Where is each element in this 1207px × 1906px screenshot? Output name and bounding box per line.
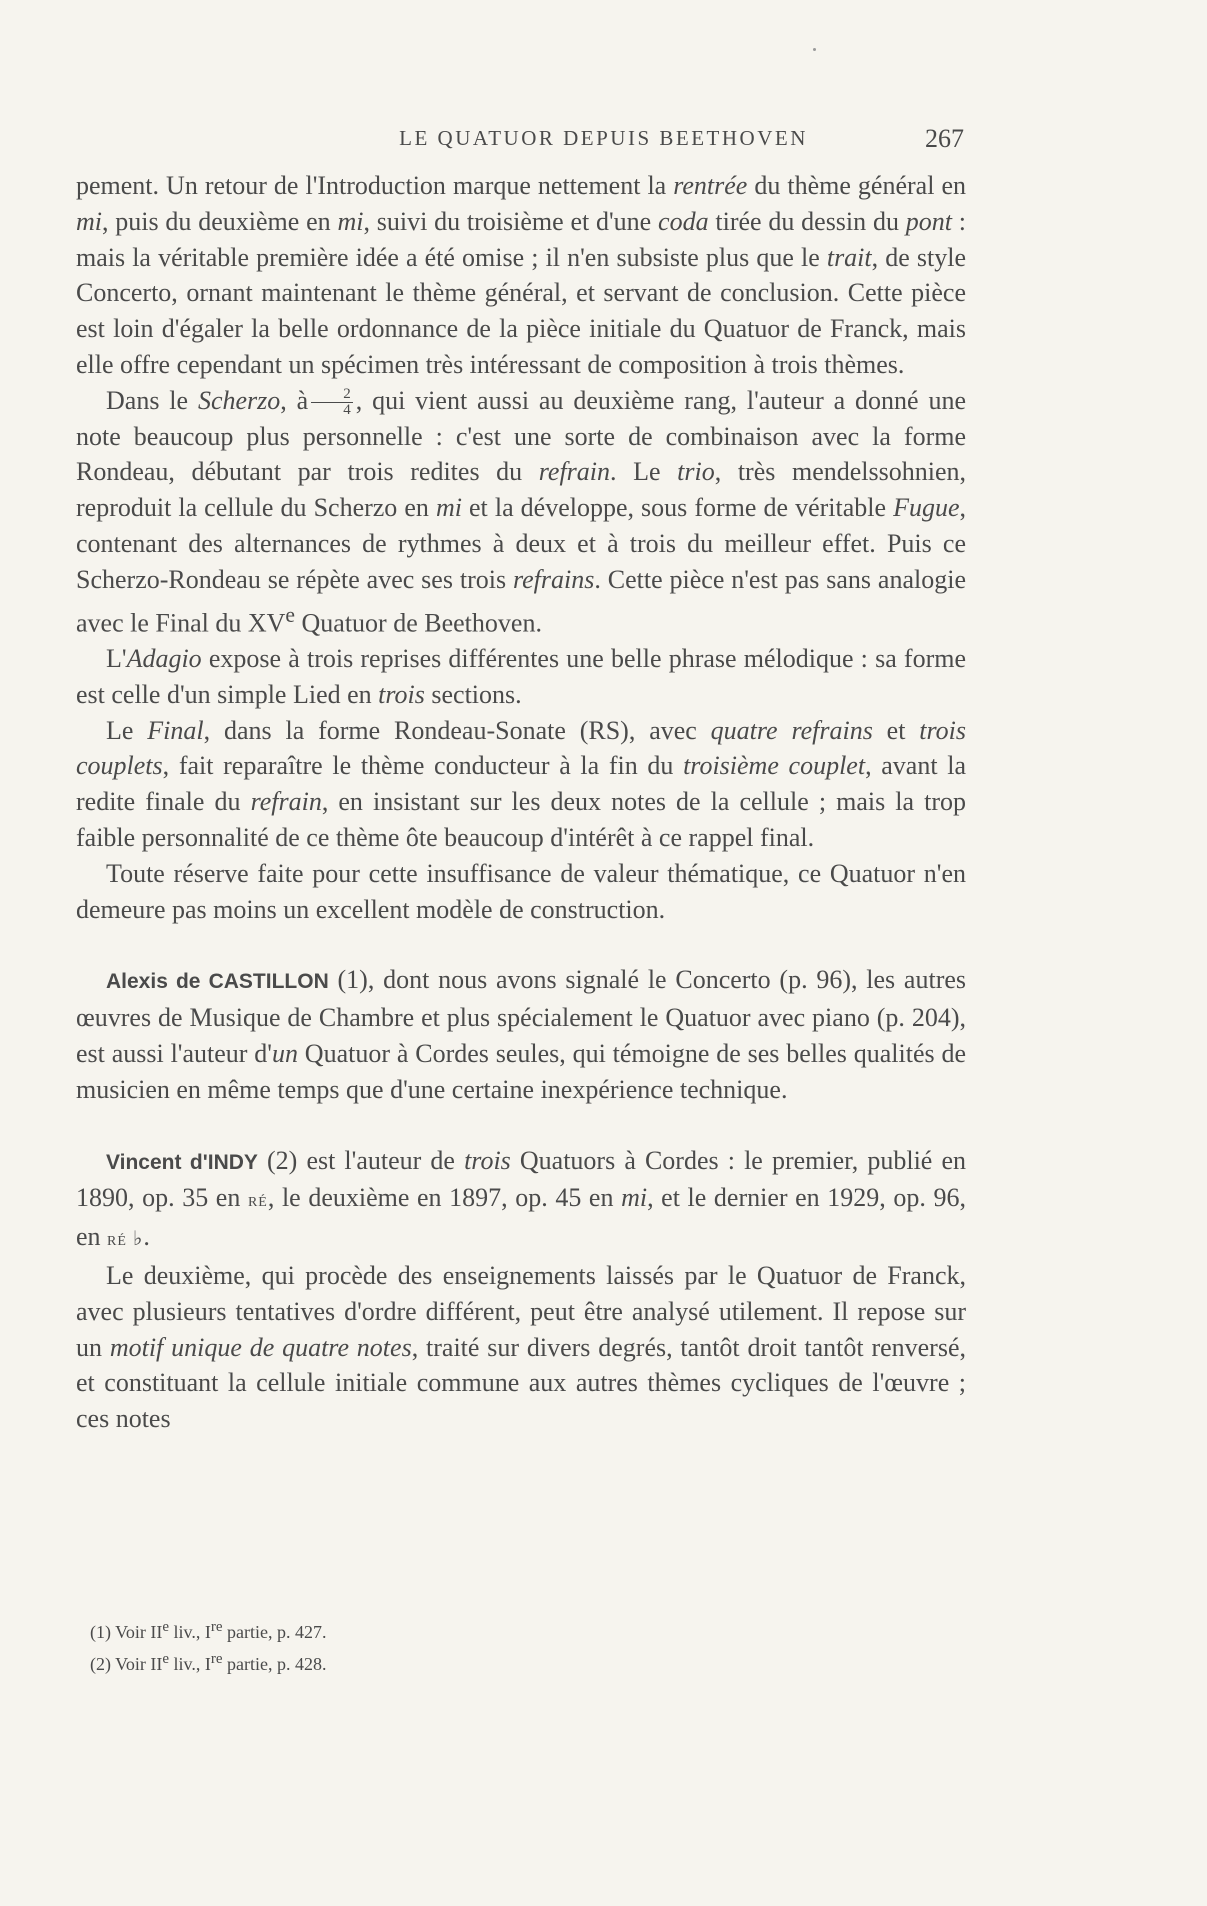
text: partie, p. 427. (222, 1622, 327, 1642)
text: Quatuor à Cordes seules, qui témoigne de ses belles qualités de musicien en même temps que d'une certaine inexpérience technique. (76, 1038, 966, 1104)
superscript: e (162, 1619, 169, 1635)
page-number: 267 (925, 124, 964, 153)
text: tirée du dessin du (708, 206, 906, 236)
text: L' (106, 644, 127, 674)
paragraph-5 (76, 856, 966, 928)
text: , à (280, 385, 309, 415)
italic-term: trois (464, 1145, 511, 1175)
italic-term: un (271, 1038, 298, 1068)
text: : mais la véritable première idée a été omise ; il n'en subsiste plus que le (76, 206, 967, 272)
text: , fait reparaître le thème conducteur à la fin du (162, 751, 684, 781)
text: Dans le (106, 385, 198, 415)
text: , dans la forme Rondeau-Sonate (RS), avec (203, 715, 711, 745)
text: (2) est l'auteur de (257, 1145, 465, 1175)
italic-term: coda (658, 206, 709, 236)
text: et (872, 715, 920, 745)
italic-term: Fugue (893, 493, 960, 523)
text: , qui vient aussi au deuxième rang, l'auteur a donné une note beaucoup plus personnelle : c'est une sorte de combinaison avec la forme Rondeau, débutant par trois redites du (76, 385, 966, 487)
text: (1), dont nous avons signalé le Concerto (p. 96), les autres œuvres de Musique de Chambre et plus spécialement le Quatuor avec piano (p. 204), est aussi l'auteur d' (76, 965, 967, 1068)
paragraph-8 (76, 1258, 966, 1437)
text: pement. Un retour de l'Introduction marque nettement la (76, 171, 674, 200)
italic-term: pont (905, 206, 952, 236)
italic-term: trio (677, 457, 715, 487)
key-name: ré ♭ (107, 1228, 144, 1251)
text: et la développe, sous forme de véritable (461, 493, 894, 523)
text: , suivi du troisième et d'une (363, 206, 659, 236)
text: Quatuor de Beethoven. (295, 608, 542, 638)
text: liv., I (169, 1622, 211, 1642)
page-header (0, 124, 1207, 156)
footnote-2 (90, 1646, 790, 1678)
paragraph-castillon (76, 962, 966, 1107)
paragraph-3 (76, 641, 966, 713)
italic-term: trois couplets (76, 715, 967, 781)
text: Le (106, 715, 148, 745)
italic-term: mi (337, 206, 364, 236)
text: , le deuxième en 1897, op. 45 en (267, 1183, 622, 1213)
italic-term: refrain (538, 457, 611, 487)
body-text (76, 168, 966, 1437)
composer-name: Vincent d'INDY (106, 1150, 258, 1174)
key-name: ré (247, 1189, 268, 1212)
italic-term: quatre refrains (710, 715, 873, 745)
running-head: LE QUATUOR DEPUIS BEETHOVEN (399, 126, 808, 150)
text: , de style Concerto, ornant maintenant le thème général, et servant de conclusion. Cette pièce est loin d'égaler la belle ordonnance de la pièce initiale du Quatuor de Franck, mais elle offre cependant un spécimen très intéressant de composition à trois thèmes. (76, 242, 966, 379)
time-signature (311, 387, 353, 418)
italic-term: rentrée (673, 171, 748, 200)
text: Quatuors à Cordes : le premier, publié en 1890, op. 35 en (76, 1145, 966, 1213)
italic-term: trait (826, 242, 872, 272)
text: du thème général en (747, 171, 966, 200)
text: , avant la redite finale du (76, 751, 966, 817)
italic-term: Scherzo (197, 385, 281, 415)
italic-term: trois (378, 679, 425, 709)
text: , traité sur divers degrés, tantôt droit tantôt renversé, et constituant la cellule initiale commune aux autres thèmes cycliques de l'œuvre ; ces notes (76, 1332, 966, 1434)
superscript: e (162, 1651, 169, 1667)
paragraph-4 (76, 713, 966, 856)
superscript: e (285, 602, 296, 627)
text: (2) Voir II (90, 1654, 163, 1674)
italic-term: mi (435, 493, 462, 523)
text: Toute réserve faite pour cette insuffisance de valeur thématique, ce Quatuor n'en demeure pas moins un excellent modèle de construction. (76, 858, 966, 924)
italic-term: mi (76, 206, 102, 236)
italic-term: Final (147, 715, 204, 745)
text: partie, p. 428. (222, 1654, 327, 1674)
italic-term: troisième couplet (683, 751, 866, 781)
text: , contenant des alternances de rythmes à deux et à trois du meilleur effet. Puis ce Scherzo-Rondeau se répète avec ses trois (76, 493, 966, 594)
paragraph-1 (76, 168, 966, 383)
text: , et le dernier en 1929, op. 96, en (76, 1183, 966, 1252)
superscript: re (210, 1619, 223, 1635)
text: liv., I (169, 1654, 211, 1674)
text: (1) Voir II (90, 1622, 163, 1642)
italic-term: Adagio (126, 644, 202, 674)
footnote-1 (90, 1614, 790, 1646)
fraction-denominator: 4 (343, 402, 351, 419)
composer-name: Alexis de CASTILLON (106, 970, 329, 994)
fraction-numerator: 2 (311, 387, 353, 403)
italic-term: refrain (250, 787, 322, 817)
paragraph-indy (76, 1143, 966, 1258)
italic-term: motif unique de quatre notes (109, 1332, 412, 1362)
italic-term: refrains (512, 564, 595, 594)
text: . Le (610, 457, 678, 487)
text: , très mendelssohnien, reproduit la cellule du Scherzo en (76, 457, 966, 523)
text: Le deuxième, qui procède des enseignements laissés par le Quatuor de Franck, avec plusieurs tentatives d'ordre différent, peut être analysé utilement. Il repose sur un (76, 1260, 966, 1362)
text: . Cette pièce n'est pas sans analogie avec le Final du XV (76, 564, 967, 638)
text: sections. (424, 679, 522, 709)
text: , en insistant sur les deux notes de la cellule ; mais la trop faible personnalité de ce thème ôte beaucoup d'intérêt à ce rappel final. (76, 787, 966, 852)
text: expose à trois reprises différentes une belle phrase mélodique : sa forme est celle d'un simple Lied en (76, 644, 966, 709)
italic-term: mi (621, 1183, 648, 1213)
speck (813, 48, 816, 51)
text: , puis du deuxième en (102, 206, 338, 236)
paragraph-2 (76, 383, 966, 641)
footnotes (90, 1614, 790, 1678)
superscript: re (210, 1651, 223, 1667)
text: . (143, 1222, 150, 1252)
